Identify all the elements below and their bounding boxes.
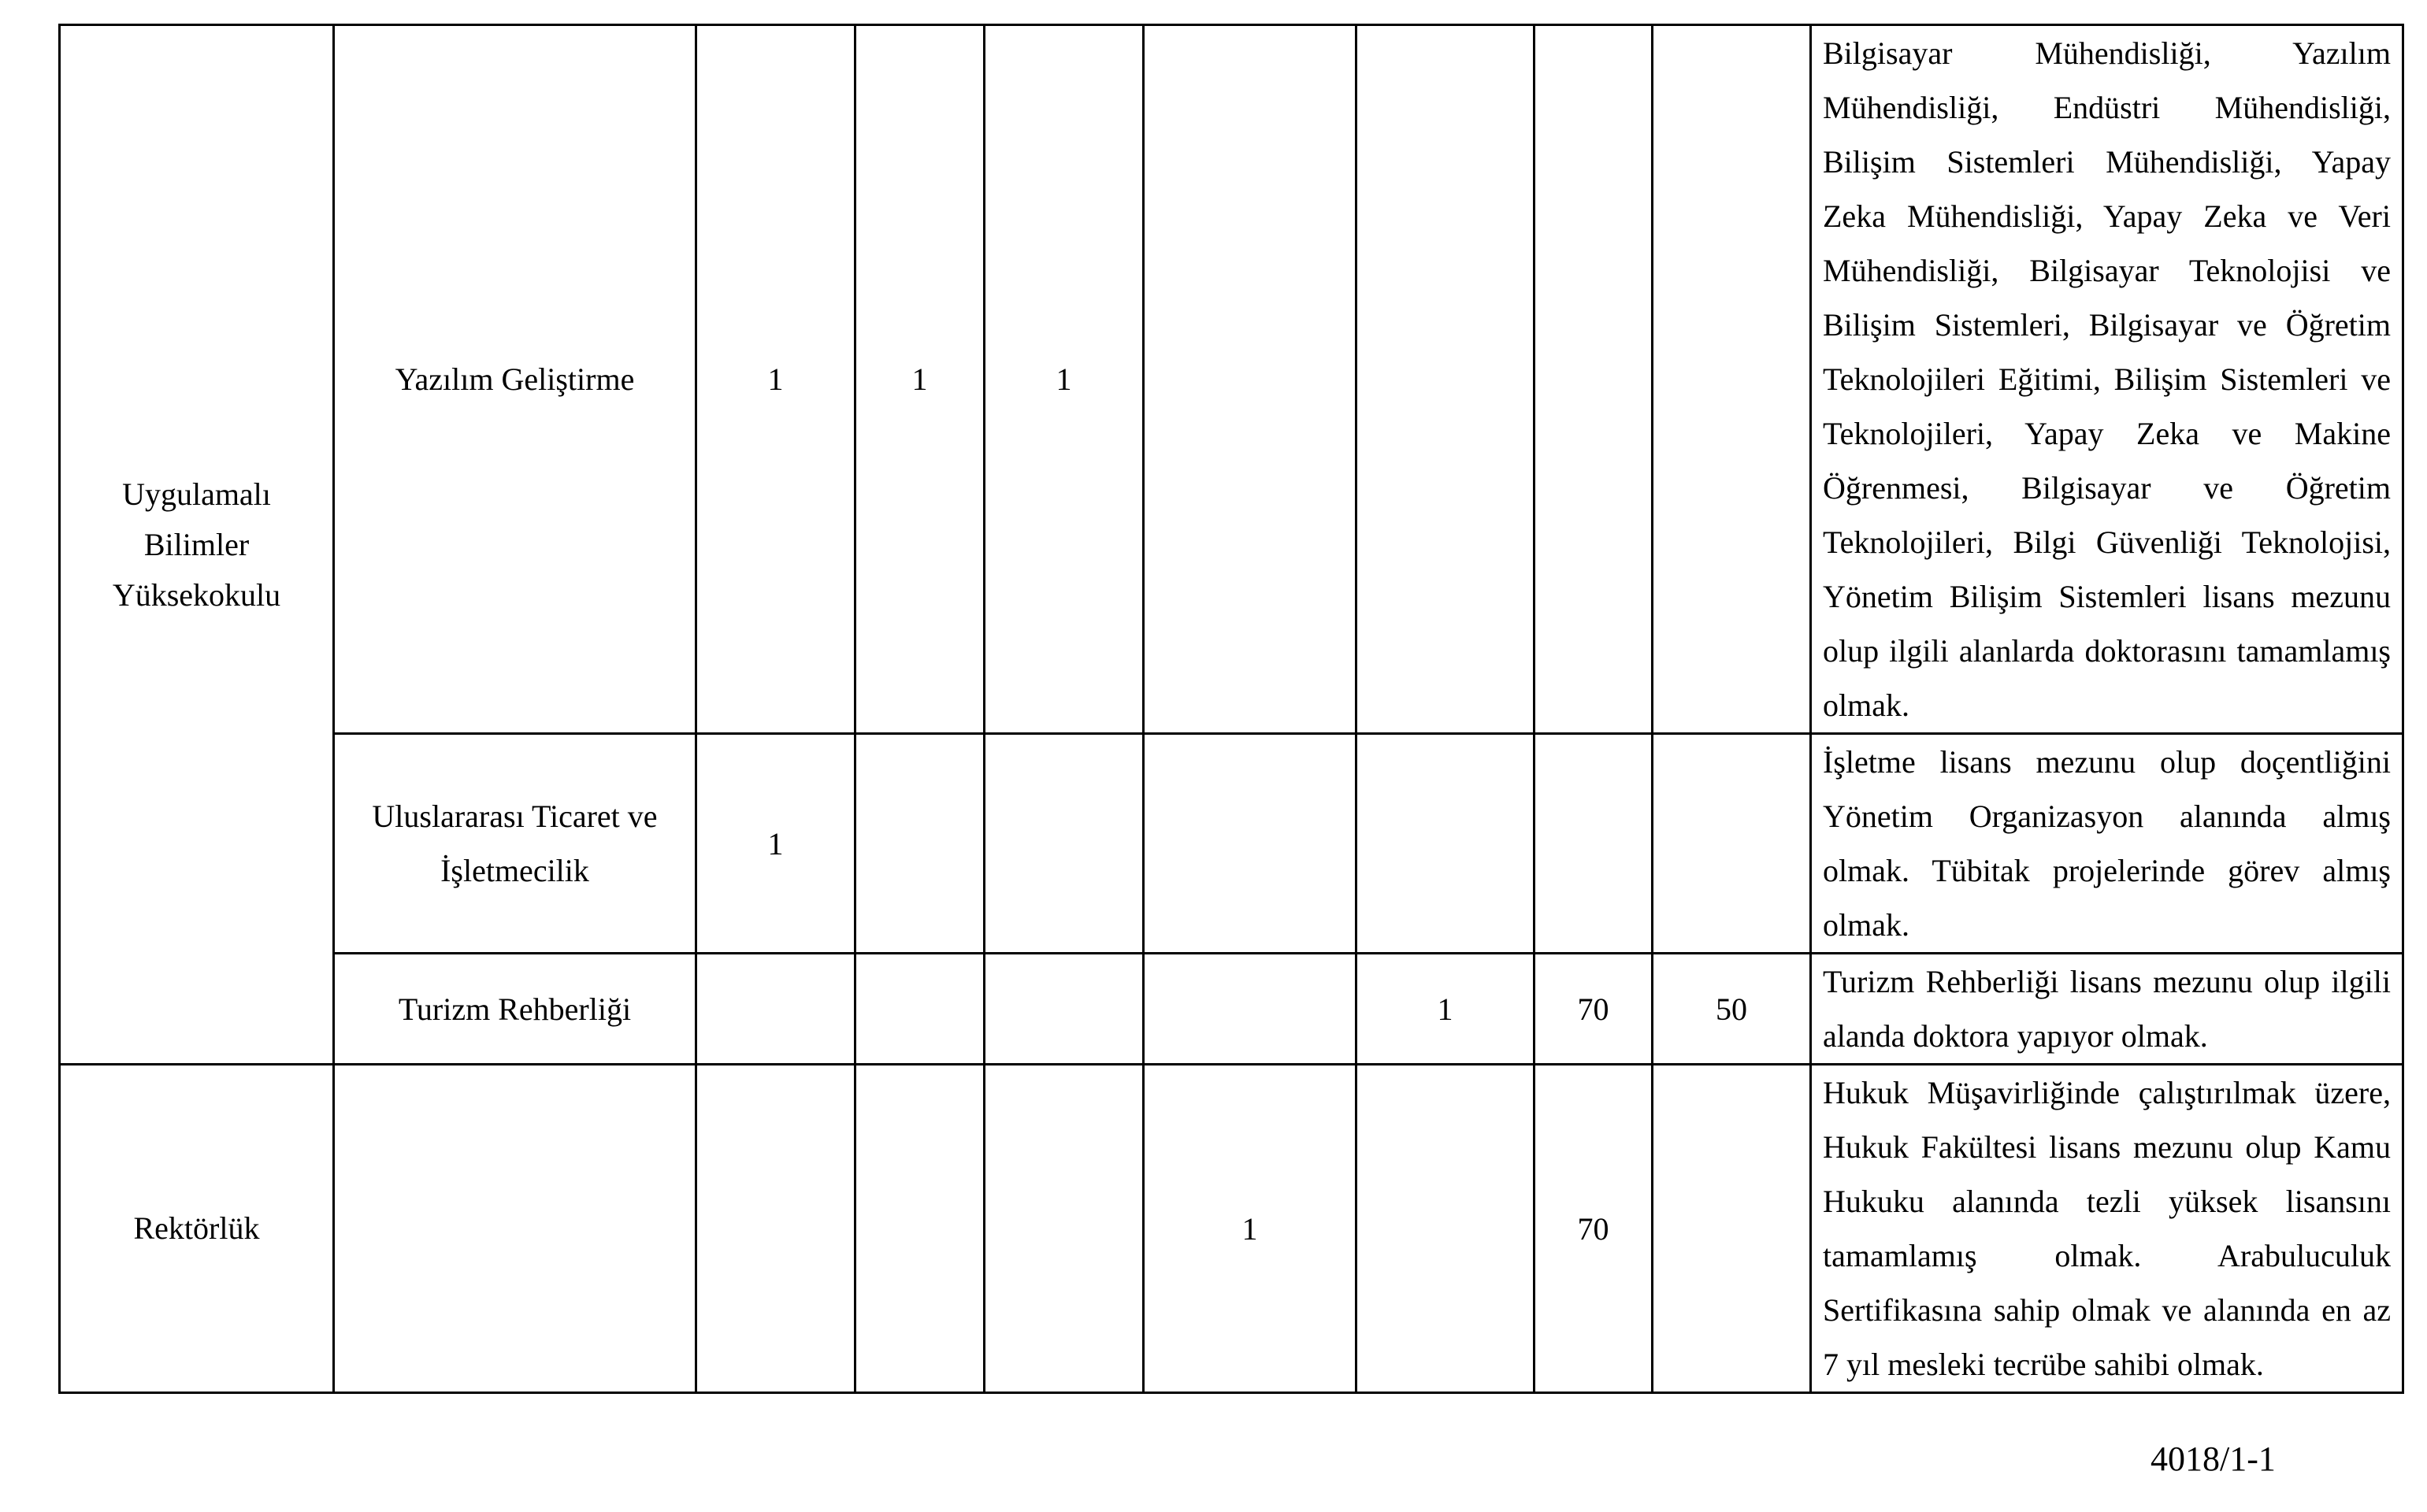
count-cell-2 bbox=[855, 1065, 985, 1393]
requirement-cell bbox=[1811, 954, 2403, 1065]
score-value: 70 bbox=[1577, 991, 1609, 1027]
count-cell-1 bbox=[696, 954, 855, 1065]
score-cell-1 bbox=[1535, 954, 1653, 1065]
requirement-cell bbox=[1811, 25, 2403, 734]
requirement-cell bbox=[1811, 734, 2403, 954]
count-cell-2 bbox=[855, 734, 985, 954]
requirement-cell bbox=[1811, 1065, 2403, 1393]
score-cell-2 bbox=[1653, 25, 1811, 734]
score-cell-1 bbox=[1535, 734, 1653, 954]
score-cell-1 bbox=[1535, 25, 1653, 734]
score-cell-2 bbox=[1653, 734, 1811, 954]
score-cell-2 bbox=[1653, 1065, 1811, 1393]
department-name: Turizm Rehberliği bbox=[398, 991, 632, 1027]
count-cell-5 bbox=[1356, 1065, 1535, 1393]
count-value: 1 bbox=[767, 361, 784, 397]
department-name: Yazılım Geliştirme bbox=[395, 361, 635, 397]
count-value: 1 bbox=[1437, 991, 1453, 1027]
table-row bbox=[60, 1065, 2403, 1393]
table-row bbox=[60, 954, 2403, 1065]
count-value: 1 bbox=[1056, 361, 1072, 397]
count-cell-4 bbox=[1144, 734, 1356, 954]
department-cell bbox=[334, 954, 696, 1065]
count-cell-3 bbox=[985, 25, 1144, 734]
count-cell-2 bbox=[855, 25, 985, 734]
table-row bbox=[60, 25, 2403, 734]
unit-name: Rektörlük bbox=[133, 1210, 260, 1246]
department-name: Uluslararası Ticaret ve İşletmecilik bbox=[372, 799, 658, 888]
count-cell-4 bbox=[1144, 954, 1356, 1065]
count-value: 1 bbox=[911, 361, 928, 397]
score-value: 50 bbox=[1716, 991, 1747, 1027]
requirement-text: İşletme lisans mezunu olup doçentliğini Yönetim Organizasyon alanında almış olmak. Tübitak projelerinde görev almış olmak. bbox=[1823, 744, 2391, 943]
count-cell-3 bbox=[985, 954, 1144, 1065]
requirement-text: Bilgisayar Mühendisliği, Yazılım Mühendisliği, Endüstri Mühendisliği, Bilişim Sistemleri Mühendisliği, Yapay Zeka Mühendisliği, Yapay Zeka ve Veri Mühendisliği, Bilgisayar Teknolojisi ve Bilişim Sistemleri, Bilgisayar ve Öğretim Teknolojileri Eğitimi, Bilişim Sistemleri ve Teknolojileri, Yapay Zeka ve Makine Öğrenmesi, Bilgisayar ve Öğretim Teknolojileri, Bilgi Güvenliği Teknolojisi, Yönetim Bilişim Sistemleri lisans mezunu olup ilgili alanlarda doktorasını tamamlamış olmak. bbox=[1823, 35, 2391, 723]
department-cell bbox=[334, 734, 696, 954]
requirement-text: Hukuk Müşavirliğinde çalıştırılmak üzere, Hukuk Fakültesi lisans mezunu olup Kamu Hukuku alanında tezli yüksek lisansını tamamlamış olmak. Arabuluculuk Sertifikasına sahip olmak ve alanında en az 7 yıl mesleki tecrübe sahibi olmak. bbox=[1823, 1075, 2391, 1382]
requirement-text: Turizm Rehberliği lisans mezunu olup ilgili alanda doktora yapıyor olmak. bbox=[1823, 964, 2391, 1054]
count-cell-5 bbox=[1356, 734, 1535, 954]
unit-name: Uygulamalı Bilimler Yüksekokulu bbox=[112, 476, 281, 613]
page-number: 4018/1-1 bbox=[2151, 1440, 2276, 1478]
unit-name-cell bbox=[60, 25, 334, 1065]
department-cell bbox=[334, 25, 696, 734]
count-cell-1 bbox=[696, 25, 855, 734]
count-cell-5 bbox=[1356, 954, 1535, 1065]
count-cell-5 bbox=[1356, 25, 1535, 734]
score-cell-1 bbox=[1535, 1065, 1653, 1393]
count-cell-3 bbox=[985, 734, 1144, 954]
unit-name-cell bbox=[60, 1065, 334, 1393]
count-cell-1 bbox=[696, 734, 855, 954]
count-cell-4 bbox=[1144, 25, 1356, 734]
score-value: 70 bbox=[1577, 1210, 1609, 1247]
count-cell-1 bbox=[696, 1065, 855, 1393]
staff-positions-table bbox=[58, 24, 2404, 1394]
count-cell-3 bbox=[985, 1065, 1144, 1393]
department-cell bbox=[334, 1065, 696, 1393]
count-cell-4 bbox=[1144, 1065, 1356, 1393]
score-cell-2 bbox=[1653, 954, 1811, 1065]
count-value: 1 bbox=[1241, 1210, 1258, 1247]
count-cell-2 bbox=[855, 954, 985, 1065]
count-value: 1 bbox=[767, 825, 784, 862]
table-row bbox=[60, 734, 2403, 954]
